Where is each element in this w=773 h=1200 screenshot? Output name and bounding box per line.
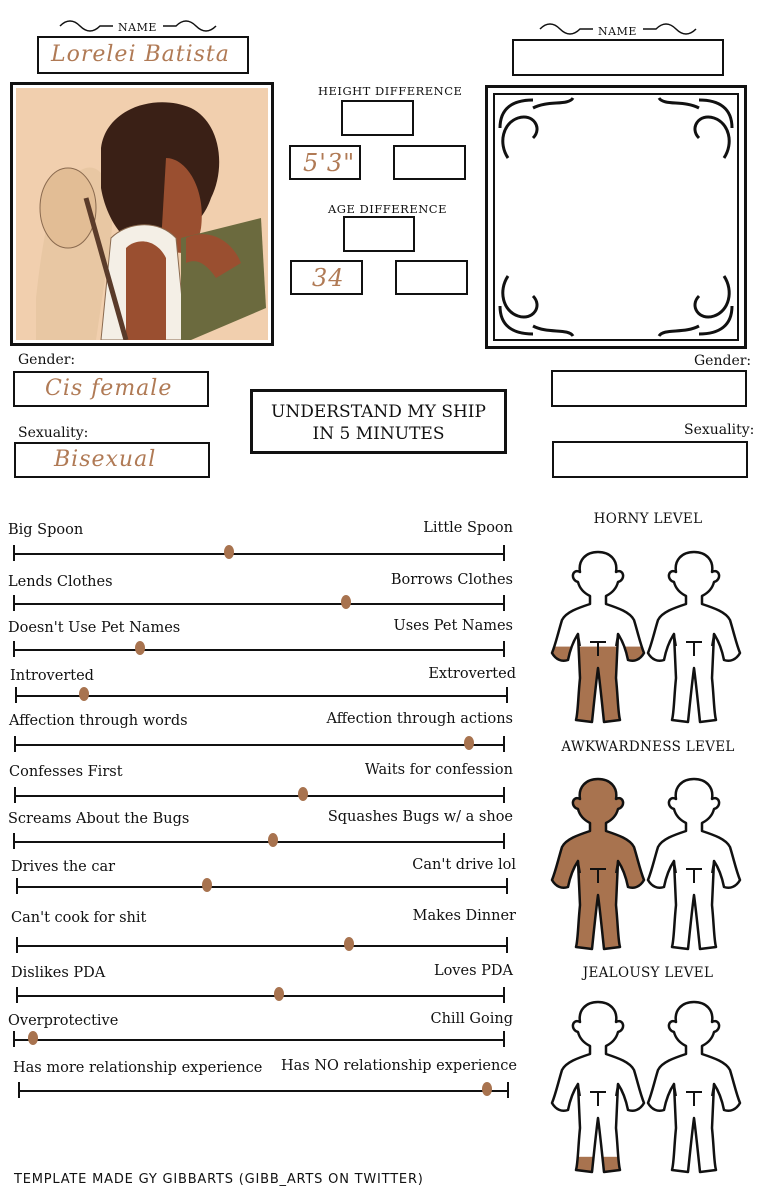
template-credit: TEMPLATE MADE GY GIBBARTS (GIBB_ARTS ON TWITTER)	[14, 1172, 424, 1187]
level-title: AWKWARDNESS LEVEL	[561, 739, 735, 755]
right-gender-field[interactable]	[551, 370, 747, 407]
left-level-figure[interactable]	[548, 765, 648, 955]
right-age-field[interactable]	[395, 260, 468, 295]
left-sexuality-field[interactable]	[14, 442, 210, 478]
slider-right-label: Chill Going	[430, 1011, 513, 1027]
slider-left-label: Overprotective	[8, 1013, 119, 1029]
slider-right-label: Extroverted	[428, 666, 516, 682]
slider-track[interactable]	[16, 886, 506, 888]
slider-track[interactable]	[16, 995, 503, 997]
left-name-field[interactable]	[37, 36, 249, 74]
slider-right-tick	[503, 641, 505, 657]
slider-track[interactable]	[13, 553, 503, 555]
slider-right-label: Borrows Clothes	[390, 572, 513, 588]
right-portrait-frame[interactable]	[485, 85, 747, 349]
slider-marker[interactable]	[224, 545, 234, 559]
slider-marker[interactable]	[482, 1082, 492, 1096]
left-level-outline	[552, 552, 644, 722]
right-level-figure[interactable]	[644, 988, 744, 1178]
slider-track[interactable]	[14, 795, 503, 797]
right-height-field[interactable]	[393, 145, 466, 180]
left-name-caption: NAME	[118, 21, 157, 34]
slider-track[interactable]	[18, 1090, 507, 1092]
left-portrait-image	[16, 88, 268, 340]
left-level-fill	[548, 779, 648, 955]
slider-left-tick	[16, 987, 18, 1003]
slider-right-label: Little Spoon	[423, 520, 513, 536]
slider-marker[interactable]	[464, 736, 474, 750]
slider-right-label: Makes Dinner	[412, 908, 516, 924]
left-level-details	[578, 1084, 618, 1106]
left-level-fill	[548, 1157, 648, 1178]
age-difference-label: AGE DIFFERENCE	[328, 202, 447, 216]
left-height-value: 5'3"	[303, 149, 356, 177]
slider-track[interactable]	[13, 841, 503, 843]
slider-left-tick	[14, 787, 16, 803]
slider-marker[interactable]	[274, 987, 284, 1001]
right-sexuality-label: Sexuality:	[684, 422, 755, 438]
left-sexuality-value: Bisexual	[54, 447, 157, 472]
slider-right-tick	[507, 1082, 509, 1098]
slider-right-label: Loves PDA	[433, 963, 513, 979]
right-sexuality-field[interactable]	[552, 441, 748, 478]
slider-marker[interactable]	[202, 878, 212, 892]
slider-left-tick	[16, 878, 18, 894]
slider-left-label: Screams About the Bugs	[8, 811, 190, 827]
right-level-outline	[648, 552, 740, 722]
left-level-figure[interactable]	[548, 988, 648, 1178]
level-title: HORNY LEVEL	[593, 511, 703, 527]
slider-right-tick	[503, 833, 505, 849]
slider-left-label: Introverted	[10, 668, 94, 684]
ship-title-line1: UNDERSTAND MY SHIP	[271, 402, 486, 422]
slider-left-label: Doesn't Use Pet Names	[8, 620, 181, 636]
right-name-field[interactable]	[512, 39, 724, 76]
left-level-fill	[548, 647, 648, 728]
slider-right-tick	[503, 545, 505, 561]
slider-right-tick	[503, 595, 505, 611]
slider-right-label: Squashes Bugs w/ a shoe	[327, 809, 513, 825]
slider-right-tick	[503, 736, 505, 752]
slider-left-tick	[13, 641, 15, 657]
right-level-figure[interactable]	[644, 765, 744, 955]
left-gender-label: Gender:	[18, 352, 76, 368]
slider-marker[interactable]	[135, 641, 145, 655]
right-level-outline	[648, 779, 740, 949]
slider-track[interactable]	[13, 649, 503, 651]
slider-right-label: Has NO relationship experience	[281, 1058, 517, 1074]
slider-left-label: Dislikes PDA	[11, 965, 106, 981]
age-difference-field[interactable]	[343, 216, 415, 252]
slider-left-tick	[13, 833, 15, 849]
left-gender-field[interactable]	[13, 371, 209, 407]
slider-left-tick	[13, 1031, 15, 1047]
slider-right-tick	[503, 787, 505, 803]
slider-left-tick	[14, 736, 16, 752]
right-level-details	[674, 634, 714, 656]
slider-right-label: Waits for confession	[364, 762, 513, 778]
slider-track[interactable]	[14, 744, 503, 746]
slider-marker[interactable]	[298, 787, 308, 801]
slider-left-tick	[16, 937, 18, 953]
height-difference-field[interactable]	[341, 100, 414, 136]
slider-right-label: Affection through actions	[326, 711, 513, 727]
slider-left-label: Big Spoon	[8, 522, 84, 538]
left-age-field[interactable]	[290, 260, 363, 295]
left-gender-value: Cis female	[45, 376, 173, 401]
slider-left-label: Confesses First	[9, 764, 123, 780]
slider-right-tick	[503, 987, 505, 1003]
slider-track[interactable]	[13, 603, 503, 605]
right-portrait-ornaments	[488, 88, 744, 346]
slider-left-tick	[18, 1082, 20, 1098]
slider-marker[interactable]	[268, 833, 278, 847]
left-name-value: Lorelei Batista	[51, 42, 230, 67]
slider-right-tick	[506, 878, 508, 894]
right-level-figure[interactable]	[644, 538, 744, 728]
slider-right-tick	[506, 687, 508, 703]
ship-title-line2: IN 5 MINUTES	[312, 424, 445, 444]
slider-left-label: Affection through words	[9, 713, 188, 729]
right-name-caption: NAME	[598, 25, 637, 38]
slider-track[interactable]	[13, 1039, 503, 1041]
slider-marker[interactable]	[28, 1031, 38, 1045]
slider-left-label: Can't cook for shit	[11, 910, 147, 926]
left-height-field[interactable]	[289, 145, 361, 180]
ship-title-box	[250, 389, 507, 454]
left-age-value: 34	[312, 264, 345, 292]
slider-left-tick	[15, 687, 17, 703]
left-level-figure[interactable]	[548, 538, 648, 728]
right-level-details	[674, 861, 714, 883]
slider-marker[interactable]	[79, 687, 89, 701]
slider-left-label: Lends Clothes	[8, 574, 113, 590]
left-portrait-frame	[10, 82, 274, 346]
slider-left-label: Has more relationship experience	[13, 1060, 263, 1076]
slider-left-tick	[13, 545, 15, 561]
slider-left-tick	[13, 595, 15, 611]
slider-right-label: Uses Pet Names	[393, 618, 513, 634]
slider-left-label: Drives the car	[11, 859, 116, 875]
level-title: JEALOUSY LEVEL	[582, 965, 714, 981]
slider-right-tick	[506, 937, 508, 953]
left-sexuality-label: Sexuality:	[18, 425, 89, 441]
slider-marker[interactable]	[344, 937, 354, 951]
height-difference-label: HEIGHT DIFFERENCE	[318, 84, 463, 98]
slider-track[interactable]	[16, 945, 506, 947]
slider-marker[interactable]	[341, 595, 351, 609]
right-gender-label: Gender:	[694, 353, 752, 369]
right-level-details	[674, 1084, 714, 1106]
left-level-outline	[552, 1002, 644, 1172]
right-level-outline	[648, 1002, 740, 1172]
slider-right-label: Can't drive lol	[412, 857, 516, 873]
slider-right-tick	[503, 1031, 505, 1047]
